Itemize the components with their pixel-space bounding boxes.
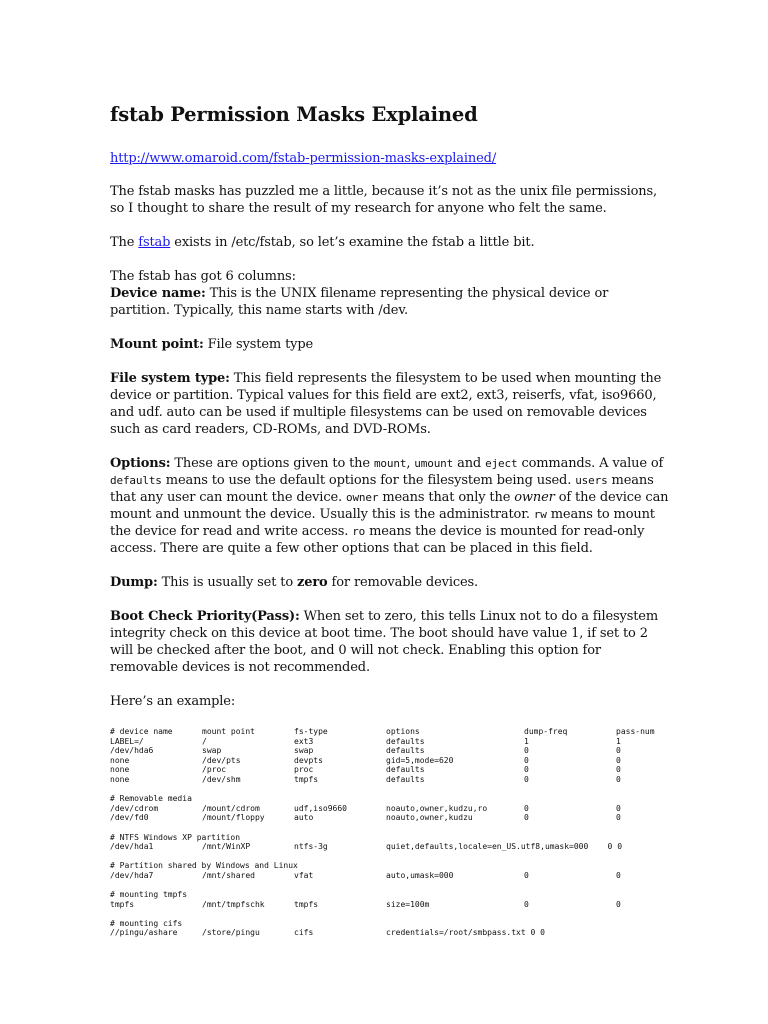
fstab-cell: /dev/cdrom [110, 803, 159, 813]
device-name-text: This is the UNIX filename representing the physical device or partition. Typically, this name starts with /dev. [110, 286, 609, 318]
fs-type-label: File system type: [110, 371, 230, 386]
fstab-cell: defaults [386, 736, 425, 746]
fstab-cell: tmpfs [110, 899, 135, 909]
options-text: means the device is mounted for read-only access. There are quite a few other options that can be placed in this field. [110, 524, 645, 556]
fstab-cell: 0 [616, 774, 621, 784]
code-defaults: defaults [110, 474, 162, 487]
fstab-row [110, 765, 670, 775]
fstab-comment: # mounting cifs [110, 918, 183, 928]
code-users: users [575, 474, 608, 487]
source-url-link[interactable]: http://www.omaroid.com/fstab-permission-masks-explained/ [110, 151, 497, 166]
fstab-cell: noauto,owner,kudzu [386, 813, 473, 823]
fstab-row [110, 756, 670, 766]
fstab-cell: dump-freq [524, 727, 568, 736]
fstab-cell: options [386, 727, 420, 736]
fstab-cell: 0 [616, 813, 621, 823]
fstab-cell: defaults [386, 774, 425, 784]
fstab-cell: vfat [294, 870, 314, 880]
fstab-cell: none [110, 774, 130, 784]
device-name-label: Device name: [110, 286, 206, 301]
page-title: fstab Permission Masks Explained [110, 103, 478, 126]
fstab-cell: 0 [524, 899, 529, 909]
fstab-row [110, 871, 670, 881]
options-paragraph [110, 455, 670, 557]
fstab-cell: /mount/floppy [202, 813, 265, 823]
fstab-cell: 0 [616, 765, 621, 775]
fstab-cell: swap [294, 746, 314, 756]
fstab-cell: udf,iso9660 [294, 803, 347, 813]
mount-point-text: File system type [203, 337, 314, 352]
fstab-cell: 0 [524, 765, 529, 775]
fstab-cell: ext3 [294, 736, 314, 746]
fstab-row [110, 804, 670, 814]
italic-owner: owner [514, 490, 555, 505]
fstab-cell: /dev/hda6 [110, 746, 154, 756]
fstab-cell: fs-type [294, 727, 328, 736]
source-url-line [110, 150, 670, 167]
fstab-cell: quiet,defaults,locale=en_US.utf8,umask=000 0 0 [386, 842, 623, 852]
options-text: means to mount the device for read and write access. [110, 507, 655, 539]
exists-text-after: exists in /etc/fstab, so let’s examine the fstab a little bit. [170, 235, 535, 250]
fstab-comment: # Partition shared by Windows and Linux [110, 861, 298, 871]
options-label: Options: [110, 456, 171, 471]
boot-paragraph [110, 608, 670, 676]
fstab-header-row [110, 727, 670, 737]
fstab-cell: 0 [616, 746, 621, 756]
fstab-cell: 0 [524, 774, 529, 784]
fstab-cell: //pingu/ashare [110, 928, 178, 938]
fstab-cell: /mount/cdrom [202, 803, 260, 813]
code-eject: eject [485, 457, 518, 470]
fstab-cell: none [110, 755, 130, 765]
fstab-row [110, 813, 670, 823]
code-ro: ro [352, 525, 366, 538]
fstab-cell: 0 [524, 870, 529, 880]
fstab-cell: 1 [616, 736, 621, 746]
intro-paragraph: The fstab masks has puzzled me a little, because it’s not as the unix file permissions, so I thought to share the result of my research for anyone who felt the same. [110, 184, 658, 216]
boot-text: When set to zero, this tells Linux not to do a filesystem integrity check on this device at boot time. The boot should have value 1, if set to 2 will be checked after the boot, and 0 will not check. Enabling this option for removable devices is not recommended. [110, 609, 659, 675]
dump-paragraph [110, 574, 670, 591]
fstab-cell: /mnt/WinXP [202, 842, 251, 852]
fstab-row [110, 928, 670, 938]
example-intro: Here’s an example: [110, 694, 236, 709]
fstab-cell: defaults [386, 765, 425, 775]
options-text: , [406, 456, 415, 471]
fstab-comment: # mounting tmpfs [110, 890, 188, 900]
fstab-cell: /dev/shm [202, 774, 241, 784]
fstab-cell: LABEL=/ [110, 736, 144, 746]
fstab-cell: noauto,owner,kudzu,ro [386, 803, 488, 813]
fstab-blank-line [110, 881, 670, 891]
fstab-row [110, 842, 670, 852]
fstab-cell: pass-num [616, 727, 655, 736]
fstab-blank-line [110, 852, 670, 862]
fstab-cell: 1 [524, 736, 529, 746]
fstab-cell: devpts [294, 755, 323, 765]
fs-type-text: This field represents the filesystem to be used when mounting the device or partition. Typical values for this field are ext2, ext3, reiserfs, vfat, iso9660, and udf. auto can be used if multiple filesystems can be used on removable devices such as card readers, CD-ROMs, and DVD-ROMs. [110, 371, 662, 437]
mount-point-label: Mount point: [110, 337, 204, 352]
fstab-cell: 0 [524, 755, 529, 765]
code-rw: rw [533, 508, 547, 521]
fstab-cell: / [202, 736, 207, 746]
columns-intro: The fstab has got 6 columns: [110, 269, 296, 284]
dump-zero: zero [297, 575, 328, 590]
code-umount: umount [414, 457, 454, 470]
fstab-cell: 0 [616, 803, 621, 813]
dump-text: This is usually set to [157, 575, 297, 590]
fstab-cell: none [110, 765, 130, 775]
fstab-cell: 0 [616, 899, 621, 909]
fs-type-paragraph [110, 370, 670, 438]
device-name-paragraph [110, 285, 670, 319]
boot-label: Boot Check Priority(Pass): [110, 609, 300, 624]
fstab-cell: 0 [616, 755, 621, 765]
code-mount: mount [373, 457, 407, 470]
fstab-cell: 0 [524, 803, 529, 813]
fstab-row [110, 900, 670, 910]
fstab-cell: /mnt/tmpfschk [202, 899, 265, 909]
exists-text-before: The [110, 235, 139, 250]
fstab-cell: /dev/hda1 [110, 842, 154, 852]
fstab-comment: # Removable media [110, 794, 192, 804]
fstab-cell: swap [202, 746, 222, 756]
fstab-cell: /dev/hda7 [110, 870, 154, 880]
fstab-cell: 0 [616, 870, 621, 880]
fstab-blank-line [110, 823, 670, 833]
fstab-row [110, 737, 670, 747]
options-text: means that only the [378, 490, 515, 505]
fstab-cell: # device name [110, 727, 173, 736]
fstab-cell: /dev/fd0 [110, 813, 149, 823]
fstab-cell: size=100m [386, 899, 430, 909]
fstab-cell: proc [294, 765, 314, 775]
fstab-cell: defaults [386, 746, 425, 756]
fstab-row [110, 775, 670, 785]
fstab-cell: tmpfs [294, 774, 319, 784]
fstab-cell: mount point [202, 727, 255, 736]
document-page [110, 100, 670, 938]
options-text: means to use the default options for the filesystem being used. [161, 473, 576, 488]
dump-label: Dump: [110, 575, 158, 590]
fstab-cell: auto [294, 813, 314, 823]
fstab-cell: /proc [202, 765, 227, 775]
fstab-cell: credentials=/root/smbpass.txt 0 0 [386, 928, 545, 938]
dump-text: for removable devices. [327, 575, 479, 590]
fstab-cell: 0 [524, 746, 529, 756]
fstab-link[interactable]: fstab [138, 235, 171, 250]
fstab-cell: ntfs-3g [294, 842, 328, 852]
exists-paragraph [110, 234, 670, 251]
code-owner: owner [345, 491, 379, 504]
options-text: of the device can mount and unmount the device. Usually this is the administrator. [110, 490, 669, 522]
fstab-blank-line [110, 785, 670, 795]
options-text: means that any user can mount the device. [110, 473, 654, 505]
fstab-blank-line [110, 909, 670, 919]
fstab-cell: /dev/pts [202, 755, 241, 765]
options-text: These are options given to the [170, 456, 374, 471]
fstab-cell: tmpfs [294, 899, 319, 909]
fstab-cell: gid=5,mode=620 [386, 755, 454, 765]
fstab-comment: # NTFS Windows XP partition [110, 832, 241, 842]
fstab-cell: auto,umask=000 [386, 870, 454, 880]
fstab-cell: 0 [524, 813, 529, 823]
fstab-cell: cifs [294, 928, 314, 938]
mount-point-paragraph [110, 336, 670, 353]
fstab-row [110, 746, 670, 756]
fstab-example [110, 727, 670, 938]
options-text: and [453, 456, 486, 471]
fstab-cell: /mnt/shared [202, 870, 255, 880]
options-text: commands. A value of [517, 456, 664, 471]
fstab-cell: /store/pingu [202, 928, 260, 938]
